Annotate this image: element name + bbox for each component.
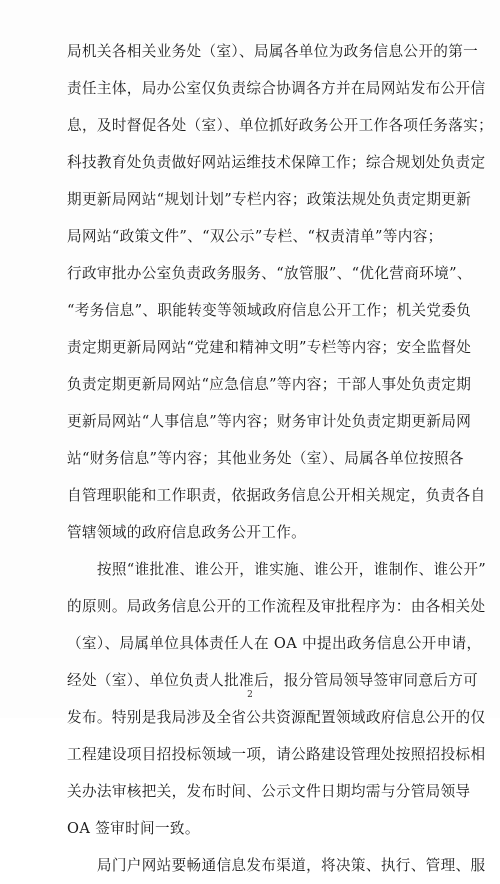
text-line: 负责定期更新局网站“应急信息”等内容；干部人事处负责定期: [67, 376, 472, 393]
text-line: 局网站“政策文件”、“双公示”专栏、“权责清单”等内容；: [67, 228, 443, 245]
text-line: OA 签审时间一致。: [67, 820, 200, 837]
text-line: 期更新局网站“规划计划”专栏内容；政策法规处负责定期更新: [67, 191, 472, 208]
text-line: 管辖领域的政府信息政务公开工作。: [67, 524, 307, 541]
page-number: 2: [247, 690, 253, 700]
text-line: 行政审批办公室负责政务服务、“放管服”、“优化营商环境”、: [67, 265, 472, 282]
text-line: 责定期更新局网站“党建和精神文明”专栏等内容；安全监督处: [67, 339, 472, 356]
text-line: 经处（室）、单位负责人批准后，报分管局领导签审同意后方可: [67, 672, 479, 689]
text-line: 局门户网站要畅通信息发布渠道，将决策、执行、管理、服: [67, 857, 486, 874]
text-line: 科技教育处负责做好网站运维技术保障工作；综合规划处负责定: [67, 154, 486, 171]
text-line: 息，及时督促各处（室）、单位抓好政务公开工作各项任务落实；: [67, 117, 494, 134]
text-line: （室）、局属单位具体责任人在 OA 中提出政务信息公开申请，: [67, 635, 482, 652]
text-line: “考务信息”、职能转变等领域政府信息公开工作；机关党委负: [67, 302, 472, 319]
text-line: 自管理职能和工作职责，依据政务信息公开相关规定，负责各自: [67, 487, 486, 504]
body-text: [67, 33, 494, 884]
text-line: 站“财务信息”等内容；其他业务处（室）、局属各单位按照各: [67, 450, 464, 467]
text-line: 工程建设项目招投标领域一项，请公路建设管理处按照招投标相: [67, 746, 486, 763]
text-line: 更新局网站“人事信息”等内容；财务审计处负责定期更新局网: [67, 413, 472, 430]
text-line: 的原则。局政务信息公开的工作流程及审批程序为：由各相关处: [67, 598, 486, 615]
text-line: 按照“谁批准、谁公开，谁实施、谁公开，谁制作、谁公开”: [67, 561, 487, 578]
text-line: 发布。特别是我局涉及全省公共资源配置领域政府信息公开的仅: [67, 709, 486, 726]
text-line: 关办法审核把关，发布时间、公示文件日期均需与分管局领导: [67, 783, 471, 800]
text-line: 责任主体，局办公室仅负责综合协调各方并在局网站发布公开信: [67, 80, 486, 97]
text-line: 局机关各相关业务处（室）、局属各单位为政务信息公开的第一: [67, 43, 479, 60]
